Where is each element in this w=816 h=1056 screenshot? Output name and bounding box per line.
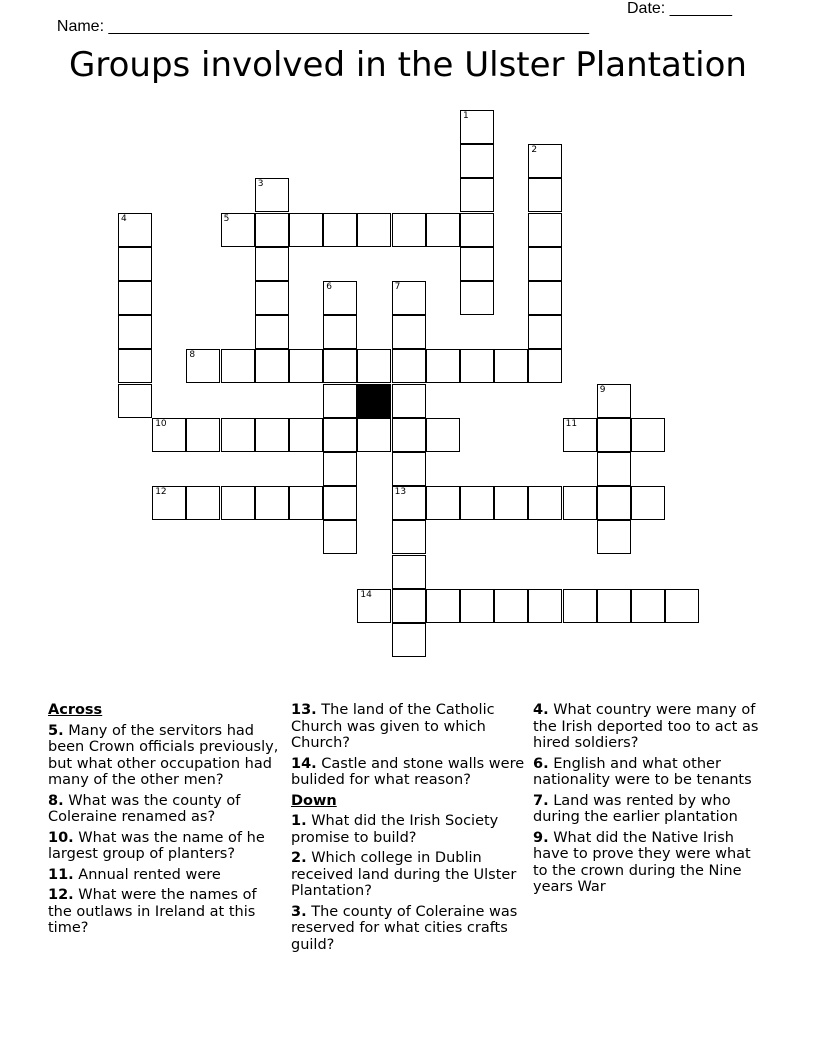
crossword-cell[interactable] [357,418,391,452]
clue-down-3 [291,904,527,954]
crossword-cell[interactable] [597,452,631,486]
crossword-cell[interactable] [426,349,460,383]
crossword-cell[interactable] [152,486,186,520]
clue-number: 7. [533,792,549,809]
cell-number: 10 [155,418,167,429]
crossword-cell[interactable] [665,589,699,623]
clue-text: English and what other nationality were to be tenants [533,755,752,788]
crossword-cell[interactable] [118,247,152,281]
crossword-cell[interactable] [323,384,357,418]
cell-number: 5 [223,213,230,224]
crossword-cell[interactable] [357,213,391,247]
clue-text: What did the Native Irish have to prove they were what to the crown during the Nine years War [533,829,751,895]
clue-number: 3. [291,903,307,920]
crossword-cell[interactable] [323,452,357,486]
clue-down-9 [533,830,769,896]
crossword-black-cell [357,384,391,418]
clue-text: Castle and stone walls were bulided for what reason? [291,755,525,788]
crossword-cell[interactable] [255,486,289,520]
crossword-cell[interactable] [255,178,289,212]
crossword-cell[interactable] [323,349,357,383]
crossword-cell[interactable] [221,486,255,520]
across-heading: Across [48,702,103,718]
cell-number: 1 [463,111,469,121]
clue-number: 4. [533,702,549,718]
crossword-cell[interactable] [118,281,152,315]
page-title: Groups involved in the Ulster Plantation [69,45,747,85]
crossword-cell[interactable] [152,418,186,452]
crossword-cell[interactable] [357,349,391,383]
crossword-cell[interactable] [289,418,323,452]
crossword-cell[interactable] [460,213,494,247]
cell-number: 13 [394,487,407,498]
clue-number: 11. [48,866,74,883]
clue-text: The land of the Catholic Church was given to which Church? [291,702,495,751]
crossword-cell[interactable] [494,486,528,520]
crossword-cell[interactable] [323,418,357,452]
clue-across-10 [48,830,284,863]
clue-number: 2. [291,850,307,866]
crossword-cell[interactable] [528,247,562,281]
crossword-cell[interactable] [631,418,665,452]
clue-across-14 [291,756,527,789]
crossword-cell[interactable] [528,589,562,623]
cell-number: 7 [394,282,401,292]
clue-down-4 [533,702,769,752]
crossword-cell[interactable] [118,315,152,349]
crossword-cell[interactable] [528,486,562,520]
crossword-cell[interactable] [186,418,220,452]
clue-text: Annual rented were [78,866,221,883]
crossword-cell[interactable] [426,589,460,623]
clue-text: What were the names of the outlaws in Ireland at this time? [48,887,257,936]
crossword-cell[interactable] [118,384,152,418]
crossword-cell[interactable] [323,213,357,247]
crossword-cell[interactable] [460,589,494,623]
clue-across-12 [48,887,284,937]
crossword-cell[interactable] [563,486,597,520]
crossword-cell[interactable] [460,144,494,178]
crossword-cell[interactable] [221,213,255,247]
crossword-cell[interactable] [460,486,494,520]
crossword-cell[interactable] [528,315,562,349]
clue-number: 9. [533,829,549,846]
crossword-cell[interactable] [392,555,426,589]
name-label: Name: ______________________________________________________ [56,18,589,35]
crossword-cell[interactable] [528,178,562,212]
crossword-cell[interactable] [460,178,494,212]
crossword-cell[interactable] [392,452,426,486]
crossword-cell[interactable] [255,349,289,383]
crossword-cell[interactable] [597,418,631,452]
crossword-cell[interactable] [186,349,220,383]
cell-number: 2 [531,145,538,156]
down-heading: Down [291,792,337,809]
crossword-cell[interactable] [323,281,357,315]
cell-number: 6 [326,282,332,292]
clue-across-11 [48,867,284,884]
crossword-cell[interactable] [528,213,562,247]
cell-number: 14 [360,589,372,600]
clue-column-1 [48,702,284,941]
crossword-cell[interactable] [255,213,289,247]
crossword-cell[interactable] [357,589,391,623]
crossword-cell[interactable] [323,315,357,349]
crossword-cell[interactable] [494,589,528,623]
clue-text: Many of the servitors had been Crown officials previously, but what other occupation had many of the other men? [48,722,279,788]
clue-down-1 [291,813,527,846]
clue-number: 14. [291,755,317,772]
clue-text: The county of Coleraine was reserved for what cities crafts guild? [291,903,518,953]
clue-down-2 [291,850,527,900]
clue-down-7 [533,793,769,826]
crossword-cell[interactable] [460,110,494,144]
crossword-cell[interactable] [631,589,665,623]
clue-text: What did the Irish Society promise to build? [291,813,499,846]
crossword-cell[interactable] [289,213,323,247]
crossword-cell[interactable] [631,486,665,520]
cell-number: 3 [257,179,264,190]
crossword-cell[interactable] [528,349,562,383]
crossword-cell[interactable] [563,418,597,452]
crossword-cell[interactable] [255,418,289,452]
crossword-cell[interactable] [323,486,357,520]
crossword-cell[interactable] [494,349,528,383]
crossword-cell[interactable] [392,384,426,418]
cell-number: 4 [121,213,127,224]
crossword-cell[interactable] [528,144,562,178]
crossword-cell[interactable] [460,281,494,315]
clue-across-8 [48,793,284,826]
crossword-cell[interactable] [392,589,426,623]
clue-text: Which college in Dublin received land during the Ulster Plantation? [291,850,517,899]
crossword-cell[interactable] [392,281,426,315]
clue-column-3 [533,702,769,900]
cell-number: 9 [599,384,606,395]
cell-number: 8 [189,350,196,361]
crossword-cell[interactable] [597,486,631,520]
clue-number: 6. [533,755,549,772]
crossword-cell[interactable] [118,213,152,247]
clue-number: 12. [48,887,74,903]
clue-down-6 [533,756,769,789]
crossword-cell[interactable] [426,418,460,452]
clue-number: 8. [48,792,64,809]
date-label: Date: _______ [627,0,732,17]
crossword-cell[interactable] [597,520,631,554]
crossword-cell[interactable] [460,247,494,281]
clue-number: 10. [48,829,74,846]
clue-text: What country were many of the Irish deported too to act as hired soldiers? [533,702,759,751]
crossword-cell[interactable] [221,349,255,383]
cell-number: 12 [155,487,167,498]
clue-column-2 [291,702,527,957]
crossword-cell[interactable] [528,281,562,315]
crossword-cell[interactable] [392,315,426,349]
crossword-cell[interactable] [597,384,631,418]
clue-number: 13. [291,702,317,718]
crossword-cell[interactable] [186,486,220,520]
cell-number: 11 [565,418,578,429]
crossword-cell[interactable] [392,486,426,520]
crossword-cell[interactable] [289,486,323,520]
crossword-cell[interactable] [392,623,426,657]
clue-across-5 [48,723,284,789]
crossword-cell[interactable] [597,589,631,623]
clue-text: What was the county of Coleraine renamed as? [48,792,241,825]
crossword-cell[interactable] [460,349,494,383]
crossword-cell[interactable] [221,418,255,452]
clue-text: What was the name of he largest group of planters? [48,829,265,862]
crossword-cell[interactable] [392,520,426,554]
crossword-cell[interactable] [289,349,323,383]
clue-number: 5. [48,722,64,739]
crossword-cell[interactable] [255,247,289,281]
crossword-cell[interactable] [563,589,597,623]
crossword-cell[interactable] [392,213,426,247]
crossword-cell[interactable] [255,281,289,315]
crossword-cell[interactable] [426,213,460,247]
crossword-cell[interactable] [392,418,426,452]
clue-number: 1. [291,813,307,829]
crossword-cell[interactable] [118,349,152,383]
crossword-cell[interactable] [426,486,460,520]
clue-across-13 [291,702,527,752]
crossword-cell[interactable] [255,315,289,349]
clue-text: Land was rented by who during the earlier plantation [533,792,738,825]
crossword-cell[interactable] [323,520,357,554]
crossword-cell[interactable] [392,349,426,383]
